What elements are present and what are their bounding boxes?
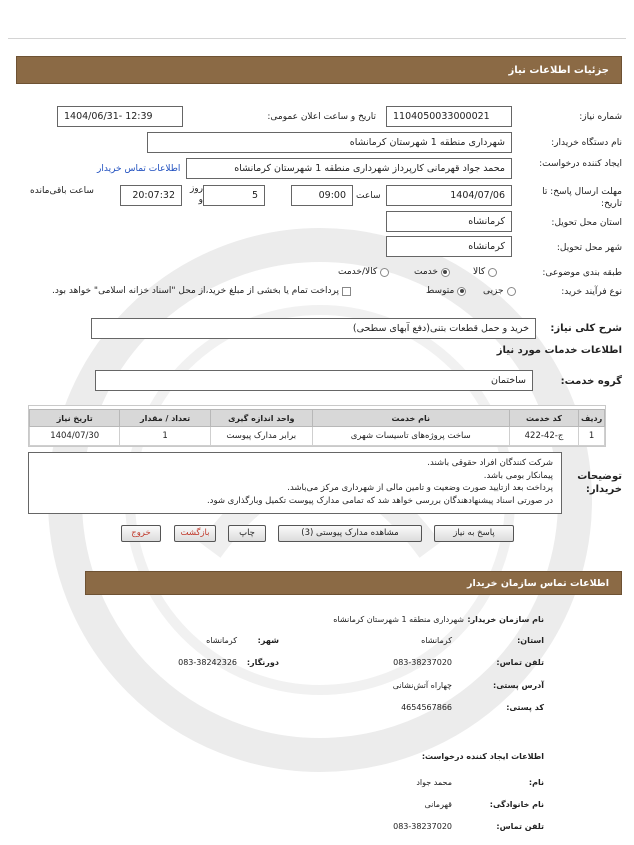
contact-phone-value: 083-38237020	[393, 658, 452, 667]
service-group-field: ساختمان	[95, 370, 533, 391]
deadline-date-field: 1404/07/06	[386, 185, 512, 206]
creator-label: ایجاد کننده درخواست:	[539, 159, 622, 169]
radio-service[interactable]	[441, 268, 450, 277]
treasury-option[interactable]: پرداخت تمام یا بخشی از مبلغ خرید،از محل "اسناد خزانه اسلامی" خواهد بود.	[52, 286, 351, 296]
contact-phone-label: تلفن تماس:	[496, 658, 544, 667]
contact-postal-label: کد پستی:	[506, 703, 544, 712]
days-remaining-field: 5	[203, 185, 265, 206]
contact-address-label: آدرس پستی:	[493, 681, 544, 690]
announce-date-field: 1404/06/31- 12:39	[57, 106, 183, 127]
summary-label: شرح کلی نیاز:	[550, 323, 622, 334]
need-number-label: شماره نیاز:	[579, 112, 622, 122]
process-option-medium[interactable]: متوسط	[426, 286, 466, 296]
cell-date: 1404/07/30	[30, 427, 120, 446]
contact-fax-value: 083-38242326	[178, 658, 237, 667]
contact-section-title: اطلاعات تماس سازمان خریدار	[85, 571, 622, 595]
note-line: شرکت کنندگان افراد حقوقی باشند.	[427, 458, 553, 468]
creator-family-label: نام خانوادگی:	[489, 800, 544, 809]
note-line: پیمانکار بومی باشد.	[483, 470, 553, 481]
table-row	[30, 427, 605, 446]
treasury-checkbox[interactable]	[342, 287, 351, 296]
radio-minor[interactable]	[507, 287, 516, 296]
deadline-time-label: ساعت	[356, 191, 381, 201]
top-divider	[8, 38, 626, 39]
radio-goods[interactable]	[488, 268, 497, 277]
radio-medium[interactable]	[457, 287, 466, 296]
days-label: روز و	[189, 184, 203, 205]
services-table	[29, 409, 605, 446]
contact-fax-label: دورنگار:	[246, 658, 279, 667]
province-label: استان محل تحویل:	[551, 218, 622, 228]
cell-code: ج-42-422	[509, 427, 579, 446]
contact-city-label: شهر:	[257, 636, 279, 645]
announce-date-label: تاریخ و ساعت اعلان عمومی:	[267, 112, 376, 122]
category-option-goods-service[interactable]: کالا/خدمت	[338, 267, 389, 277]
contact-city-value: کرمانشاه	[206, 636, 237, 645]
province-field: کرمانشاه	[386, 211, 512, 232]
page-title: جزئیات اطلاعات نیاز	[16, 56, 622, 84]
view-attachments-button[interactable]: مشاهده مدارک پیوستی (3)	[278, 525, 422, 542]
city-field: کرمانشاه	[386, 236, 512, 257]
reply-button[interactable]: پاسخ به نیاز	[434, 525, 514, 542]
cell-name: ساخت پروژه‌های تاسیسات شهری	[312, 427, 509, 446]
cell-qty: 1	[120, 427, 210, 446]
category-option-goods[interactable]: کالا	[473, 267, 497, 277]
deadline-time-field: 09:00	[291, 185, 353, 206]
note-line: در صورتی اسناد پیشنهادهندگان بررسی خواهد شد که تمامی مدارک پیوست تکمیل وبارگذاری شود.	[206, 495, 553, 506]
buyer-org-field: شهرداری منطقه 1 شهرستان کرمانشاه	[147, 132, 512, 153]
summary-field: خرید و حمل قطعات بتنی(دفع آبهای سطحی)	[91, 318, 536, 339]
creator-phone-value: 083-38237020	[393, 822, 452, 831]
col-name-header: نام خدمت	[312, 410, 509, 427]
contact-province-label: استان:	[517, 636, 544, 645]
process-label: نوع فرآیند خرید:	[561, 287, 622, 297]
buyer-contact-link[interactable]: اطلاعات تماس خریدار	[97, 164, 181, 174]
cell-unit: برابر مدارک پیوست	[210, 427, 312, 446]
creator-field: محمد جواد قهرمانی کارپرداز شهرداری منطقه 1 شهرستان کرمانشاه	[186, 158, 512, 179]
buyer-org-label: نام دستگاه خریدار:	[551, 138, 622, 148]
creator-info-title: اطلاعات ایجاد کننده درخواست:	[421, 752, 544, 761]
col-qty-header: تعداد / مقدار	[120, 410, 210, 427]
buyer-notes-label: توضیحات خریدار:	[577, 471, 622, 495]
exit-button[interactable]: خروج	[121, 525, 161, 542]
deadline-label: مهلت ارسال پاسخ: تا تاریخ:	[542, 187, 622, 209]
note-line: پرداخت بعد ازتایید صورت وضعیت و تامین مالی از شهرداری مرکز می‌باشد.	[287, 483, 553, 493]
services-title: اطلاعات خدمات مورد نیاز	[496, 345, 622, 356]
contact-org-label: نام سازمان خریدار:	[467, 615, 544, 624]
radio-goods-service[interactable]	[380, 268, 389, 277]
creator-family-value: قهرمانی	[424, 800, 452, 809]
table-header-row	[30, 410, 605, 427]
contact-address-value: چهاراه آتش‌نشانی	[392, 681, 452, 690]
creator-name-label: نام:	[528, 778, 544, 787]
back-button[interactable]: بازگشت	[174, 525, 216, 542]
process-option-minor[interactable]: جزیی	[483, 286, 516, 296]
remaining-time-label: ساعت باقی‌مانده	[30, 186, 94, 196]
col-row-header: ردیف	[579, 410, 605, 427]
creator-phone-label: تلفن تماس:	[496, 822, 544, 831]
category-label: طبقه بندی موضوعی:	[542, 268, 622, 278]
remaining-time-field: 20:07:32	[120, 185, 182, 206]
col-unit-header: واحد اندازه گیری	[210, 410, 312, 427]
service-group-label: گروه خدمت:	[560, 376, 622, 387]
services-table-wrapper	[28, 405, 606, 447]
creator-name-value: محمد جواد	[416, 778, 452, 787]
contact-postal-value: 4654567866	[401, 703, 452, 712]
city-label: شهر محل تحویل:	[556, 243, 622, 253]
col-date-header: تاریخ نیاز	[30, 410, 120, 427]
contact-province-value: کرمانشاه	[421, 636, 452, 645]
col-code-header: کد خدمت	[509, 410, 579, 427]
buyer-notes-box	[28, 452, 562, 514]
contact-org-value: شهرداری منطقه 1 شهرستان کرمانشاه	[333, 615, 464, 624]
category-option-service[interactable]: خدمت	[414, 267, 450, 277]
cell-row: 1	[579, 427, 605, 446]
print-button[interactable]: چاپ	[228, 525, 266, 542]
need-number-field: 1104050033000021	[386, 106, 512, 127]
